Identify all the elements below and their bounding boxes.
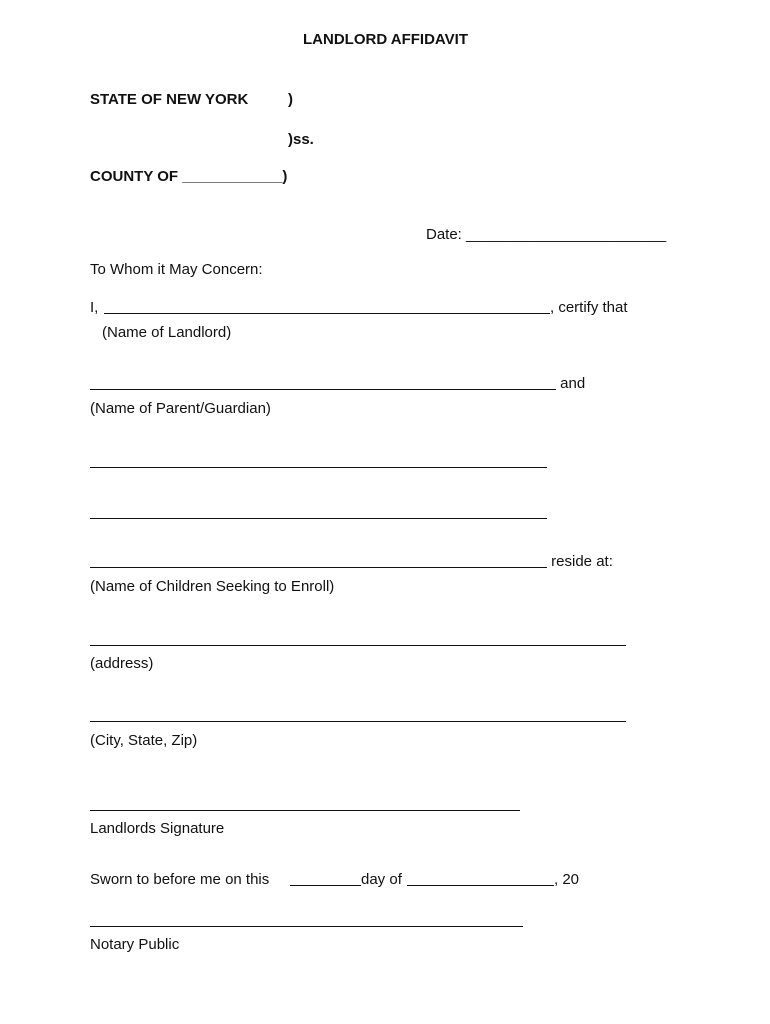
child-name-line-1[interactable]	[90, 467, 547, 468]
sworn-text-3: , 20	[554, 871, 580, 888]
city-state-zip-line[interactable]	[90, 721, 626, 722]
sworn-text-2: day of	[361, 871, 402, 888]
document-title: LANDLORD AFFIDAVIT	[303, 31, 468, 48]
children-suffix: reside at:	[547, 553, 613, 570]
date-field[interactable]: Date: ________________________	[426, 226, 667, 243]
venue-ss: )ss.	[288, 131, 314, 148]
child-name-line-2[interactable]	[90, 518, 547, 519]
parent-suffix: and	[556, 375, 586, 392]
sworn-day-line[interactable]	[290, 885, 361, 886]
sworn-text-1: Sworn to before me on this	[90, 871, 270, 888]
salutation: To Whom it May Concern:	[90, 261, 263, 278]
landlord-caption: (Name of Landlord)	[102, 324, 232, 341]
venue-bracket-top: )	[288, 91, 293, 108]
signature-caption: Landlords Signature	[90, 820, 225, 837]
children-caption: (Name of Children Seeking to Enroll)	[90, 578, 335, 595]
parent-caption: (Name of Parent/Guardian)	[90, 400, 271, 417]
address-line[interactable]	[90, 645, 626, 646]
notary-line[interactable]	[90, 926, 523, 927]
parent-name-line[interactable]	[90, 389, 556, 390]
sworn-month-line[interactable]	[407, 885, 554, 886]
signature-line[interactable]	[90, 810, 520, 811]
address-caption: (address)	[90, 655, 154, 672]
child-name-line-3[interactable]	[90, 567, 547, 568]
landlord-prefix: I,	[90, 299, 103, 316]
landlord-name-line[interactable]	[104, 313, 550, 314]
notary-caption: Notary Public	[90, 936, 180, 953]
landlord-suffix: , certify that	[550, 299, 628, 316]
county-of: COUNTY OF ____________)	[90, 168, 288, 185]
city-caption: (City, State, Zip)	[90, 732, 198, 749]
state-of-new-york: STATE OF NEW YORK	[90, 91, 249, 108]
